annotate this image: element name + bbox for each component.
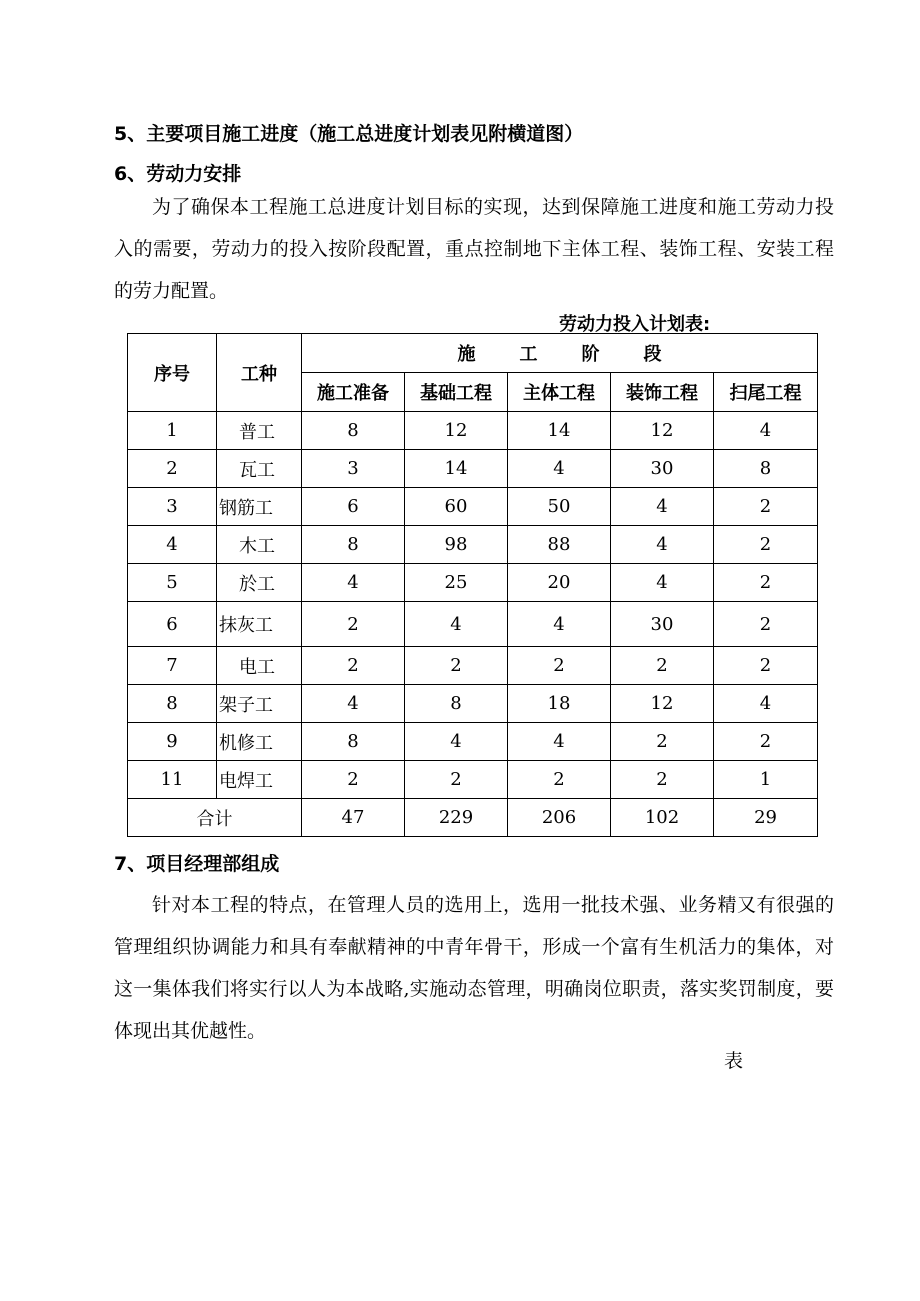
- row-value: 12: [611, 685, 714, 723]
- row-value: 4: [508, 602, 611, 647]
- row-value: 8: [302, 723, 405, 761]
- table-row: [128, 526, 818, 564]
- row-trade: 普工: [217, 412, 302, 450]
- row-value: 8: [405, 685, 508, 723]
- row-value: 4: [714, 685, 818, 723]
- row-value: 3: [302, 450, 405, 488]
- section-7-paragraph: 针对本工程的特点，在管理人员的选用上，选用一批技术强、业务精又有很强的管理组织协调能力和具有奉献精神的中青年骨干，形成一个富有生机活力的集体，对这一集体我们将实行以人为本战略,实施动态管理，明确岗位职责，落实奖罚制度，要体现出其优越性。: [114, 894, 834, 1042]
- row-value: 4: [714, 412, 818, 450]
- row-value: 4: [611, 488, 714, 526]
- header-phase-main: 主体工程: [508, 373, 611, 412]
- row-value: 60: [405, 488, 508, 526]
- row-value: 8: [302, 526, 405, 564]
- section-7-title: 7、项目经理部组成: [114, 853, 280, 875]
- header-phase-foundation: 基础工程: [405, 373, 508, 412]
- row-value: 88: [508, 526, 611, 564]
- row-trade: 机修工: [217, 723, 302, 761]
- row-value: 4: [508, 450, 611, 488]
- header-phase-prep: 施工准备: [302, 373, 405, 412]
- row-trade: 电工: [217, 647, 302, 685]
- table-row: [128, 564, 818, 602]
- header-phase-decoration: 装饰工程: [611, 373, 714, 412]
- row-value: 2: [302, 647, 405, 685]
- row-trade: 木工: [217, 526, 302, 564]
- header-phase-group: 施工阶段: [302, 334, 818, 373]
- row-seq: 8: [128, 685, 217, 723]
- row-value: 2: [508, 647, 611, 685]
- row-value: 14: [405, 450, 508, 488]
- table-row: [128, 647, 818, 685]
- row-value: 2: [611, 761, 714, 799]
- row-value: 2: [611, 723, 714, 761]
- row-seq: 1: [128, 412, 217, 450]
- row-seq: 2: [128, 450, 217, 488]
- header-seq: 序号: [128, 334, 217, 412]
- row-value: 8: [302, 412, 405, 450]
- row-seq: 4: [128, 526, 217, 564]
- row-seq: 9: [128, 723, 217, 761]
- row-trade: 架子工: [217, 685, 302, 723]
- row-value: 4: [611, 526, 714, 564]
- row-value: 2: [714, 723, 818, 761]
- total-value: 47: [302, 799, 405, 837]
- row-value: 98: [405, 526, 508, 564]
- row-value: 2: [714, 602, 818, 647]
- section-6-title: 6、劳动力安排: [114, 163, 242, 185]
- row-trade: 瓦工: [217, 450, 302, 488]
- row-value: 2: [714, 564, 818, 602]
- row-seq: 11: [128, 761, 217, 799]
- row-value: 12: [405, 412, 508, 450]
- row-trade: 於工: [217, 564, 302, 602]
- row-seq: 3: [128, 488, 217, 526]
- row-value: 4: [405, 602, 508, 647]
- table-row: [128, 723, 818, 761]
- row-value: 50: [508, 488, 611, 526]
- row-value: 2: [405, 761, 508, 799]
- total-label: 合计: [128, 799, 302, 837]
- row-trade: 电焊工: [217, 761, 302, 799]
- table-row: [128, 761, 818, 799]
- row-value: 1: [714, 761, 818, 799]
- table-row: [128, 685, 818, 723]
- row-value: 4: [508, 723, 611, 761]
- table-row: [128, 488, 818, 526]
- row-value: 30: [611, 450, 714, 488]
- row-value: 2: [405, 647, 508, 685]
- row-value: 8: [714, 450, 818, 488]
- row-value: 4: [611, 564, 714, 602]
- row-value: 2: [508, 761, 611, 799]
- row-value: 18: [508, 685, 611, 723]
- row-seq: 5: [128, 564, 217, 602]
- header-phase-cleanup: 扫尾工程: [714, 373, 818, 412]
- total-row: [128, 799, 818, 837]
- total-value: 29: [714, 799, 818, 837]
- row-value: 6: [302, 488, 405, 526]
- table-row: [128, 602, 818, 647]
- row-value: 20: [508, 564, 611, 602]
- row-value: 30: [611, 602, 714, 647]
- row-value: 2: [302, 761, 405, 799]
- trailing-text: 表: [724, 1050, 744, 1072]
- row-value: 25: [405, 564, 508, 602]
- labor-plan-table: [127, 333, 818, 837]
- row-value: 2: [714, 488, 818, 526]
- row-trade: 抹灰工: [217, 602, 302, 647]
- total-value: 206: [508, 799, 611, 837]
- header-trade: 工种: [217, 334, 302, 412]
- row-seq: 6: [128, 602, 217, 647]
- row-trade: 钢筋工: [217, 488, 302, 526]
- row-value: 2: [302, 602, 405, 647]
- row-value: 2: [714, 526, 818, 564]
- section-6-paragraph: 为了确保本工程施工总进度计划目标的实现，达到保障施工进度和施工劳动力投入的需要，劳动力的投入按阶段配置，重点控制地下主体工程、装饰工程、安装工程的劳力配置。: [114, 196, 834, 302]
- row-seq: 7: [128, 647, 217, 685]
- row-value: 4: [302, 564, 405, 602]
- table-caption: 劳动力投入计划表:: [559, 314, 711, 335]
- row-value: 2: [611, 647, 714, 685]
- total-value: 229: [405, 799, 508, 837]
- row-value: 12: [611, 412, 714, 450]
- row-value: 4: [302, 685, 405, 723]
- row-value: 2: [714, 647, 818, 685]
- table-row: [128, 450, 818, 488]
- table-row: [128, 412, 818, 450]
- row-value: 14: [508, 412, 611, 450]
- section-5-title: 5、主要项目施工进度（施工总进度计划表见附横道图）: [114, 123, 584, 145]
- row-value: 4: [405, 723, 508, 761]
- total-value: 102: [611, 799, 714, 837]
